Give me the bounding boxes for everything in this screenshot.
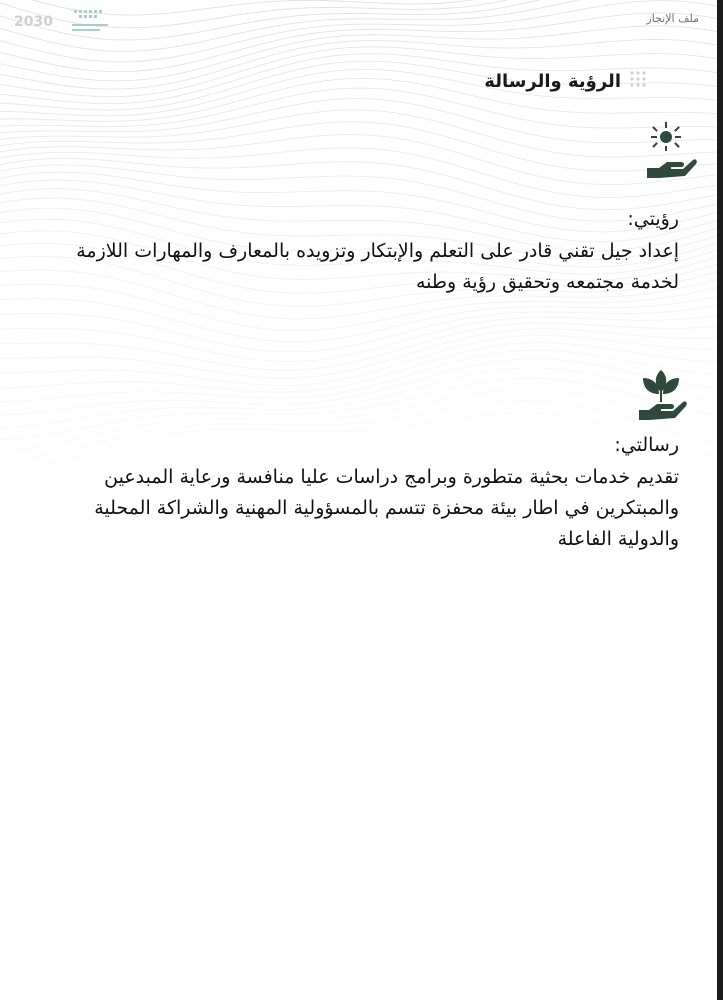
mission-text: تقديم خدمات بحثية متطورة وبرامج دراسات عليا منافسة ورعاية المبدعين والمبتكرين في اطار بيئة محفزة تتسم بالمسؤولية المهنية والشراكة المحلية والدولية الفاعلة [94,466,679,550]
logo-year: 2030 [14,14,53,30]
wave-line [0,172,720,232]
wave-line [0,359,720,415]
wave-line [0,389,720,451]
page-edge [717,0,723,1000]
section-heading [484,70,649,92]
hand-sun-icon [645,120,697,182]
wave-line [0,99,720,143]
wave-line [0,323,720,370]
page-title: الرؤية والرسالة [484,70,621,92]
title-decoration-icon [629,70,649,92]
wave-line [0,368,720,428]
hand-plant-icon [635,366,689,422]
wave-line [0,122,720,171]
wave-line [0,296,720,342]
wave-line [0,329,720,378]
vision-label: رؤيتي: [627,208,679,230]
wave-line [0,148,720,198]
wave-line [0,110,720,157]
vision-2030-logo [12,4,132,36]
mission-label: رسالتي: [614,434,679,456]
vision-text: إعداد جيل تقني قادر على التعلم والإبتكار وتزويده بالمعارف والمهارات اللازمة لخدمة مجتمعه وتحقيق رؤية وطنه [76,240,679,293]
header-label: ملف الإنجاز [646,12,699,25]
wave-line [0,180,720,242]
wave-line [0,343,720,393]
wave-line [0,315,720,361]
